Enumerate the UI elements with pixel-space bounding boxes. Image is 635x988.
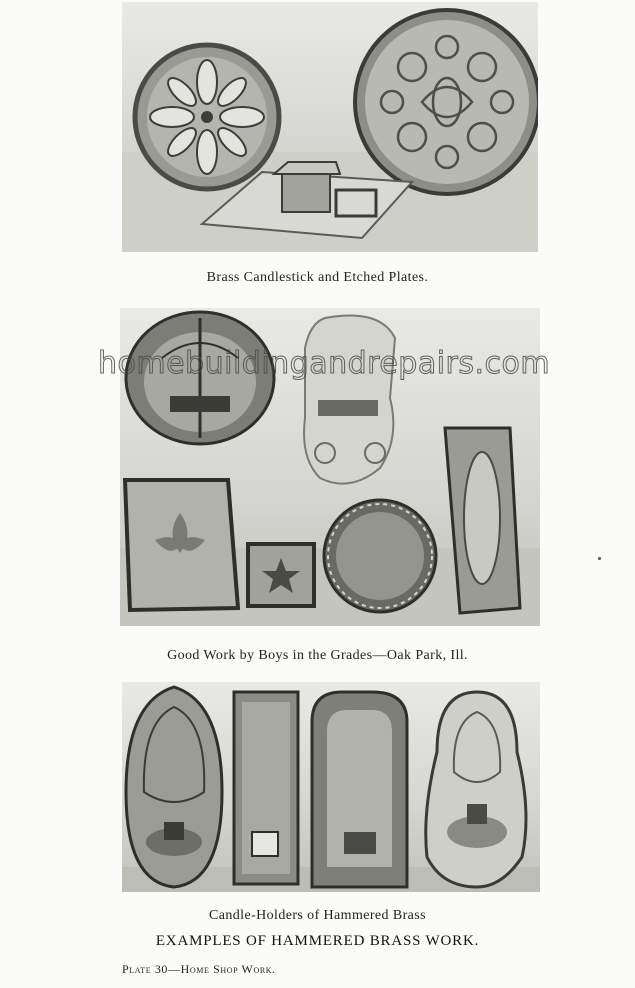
large-etched-plate	[355, 10, 538, 194]
small-etched-plate	[135, 45, 279, 189]
long-tray	[445, 428, 520, 613]
book-title: Home Shop Work.	[180, 962, 276, 976]
photo-3-illustration	[122, 682, 540, 892]
figure-caption: Candle-Holders of Hammered Brass	[209, 908, 426, 923]
page-title: EXAMPLES OF HAMMERED BRASS WORK.	[155, 933, 480, 949]
photo-1-illustration	[122, 2, 538, 252]
pear-candle-holder-right	[426, 692, 526, 887]
figure-caption: Good Work by Boys in the Grades—Oak Park, Ill.	[167, 648, 468, 663]
rect-candle-holder-1	[234, 692, 298, 884]
leaf-candle-holder-left	[126, 687, 222, 887]
watermark: homebuildingandrepairs.com	[98, 346, 551, 381]
photo-candle-holders	[122, 682, 540, 892]
plate-footer	[122, 962, 276, 977]
small-star-tray	[248, 544, 314, 606]
square-tray	[125, 480, 238, 610]
photo-brass-candlestick-and-plates	[122, 2, 538, 252]
arched-candle-holder	[312, 692, 407, 887]
footer-dash: —	[168, 962, 181, 976]
brass-bowl	[324, 500, 436, 612]
openwork-sconce	[304, 316, 395, 484]
plate-number: Plate 30	[122, 962, 169, 976]
stray-mark	[598, 557, 601, 560]
figure-caption: Brass Candlestick and Etched Plates.	[206, 270, 429, 285]
